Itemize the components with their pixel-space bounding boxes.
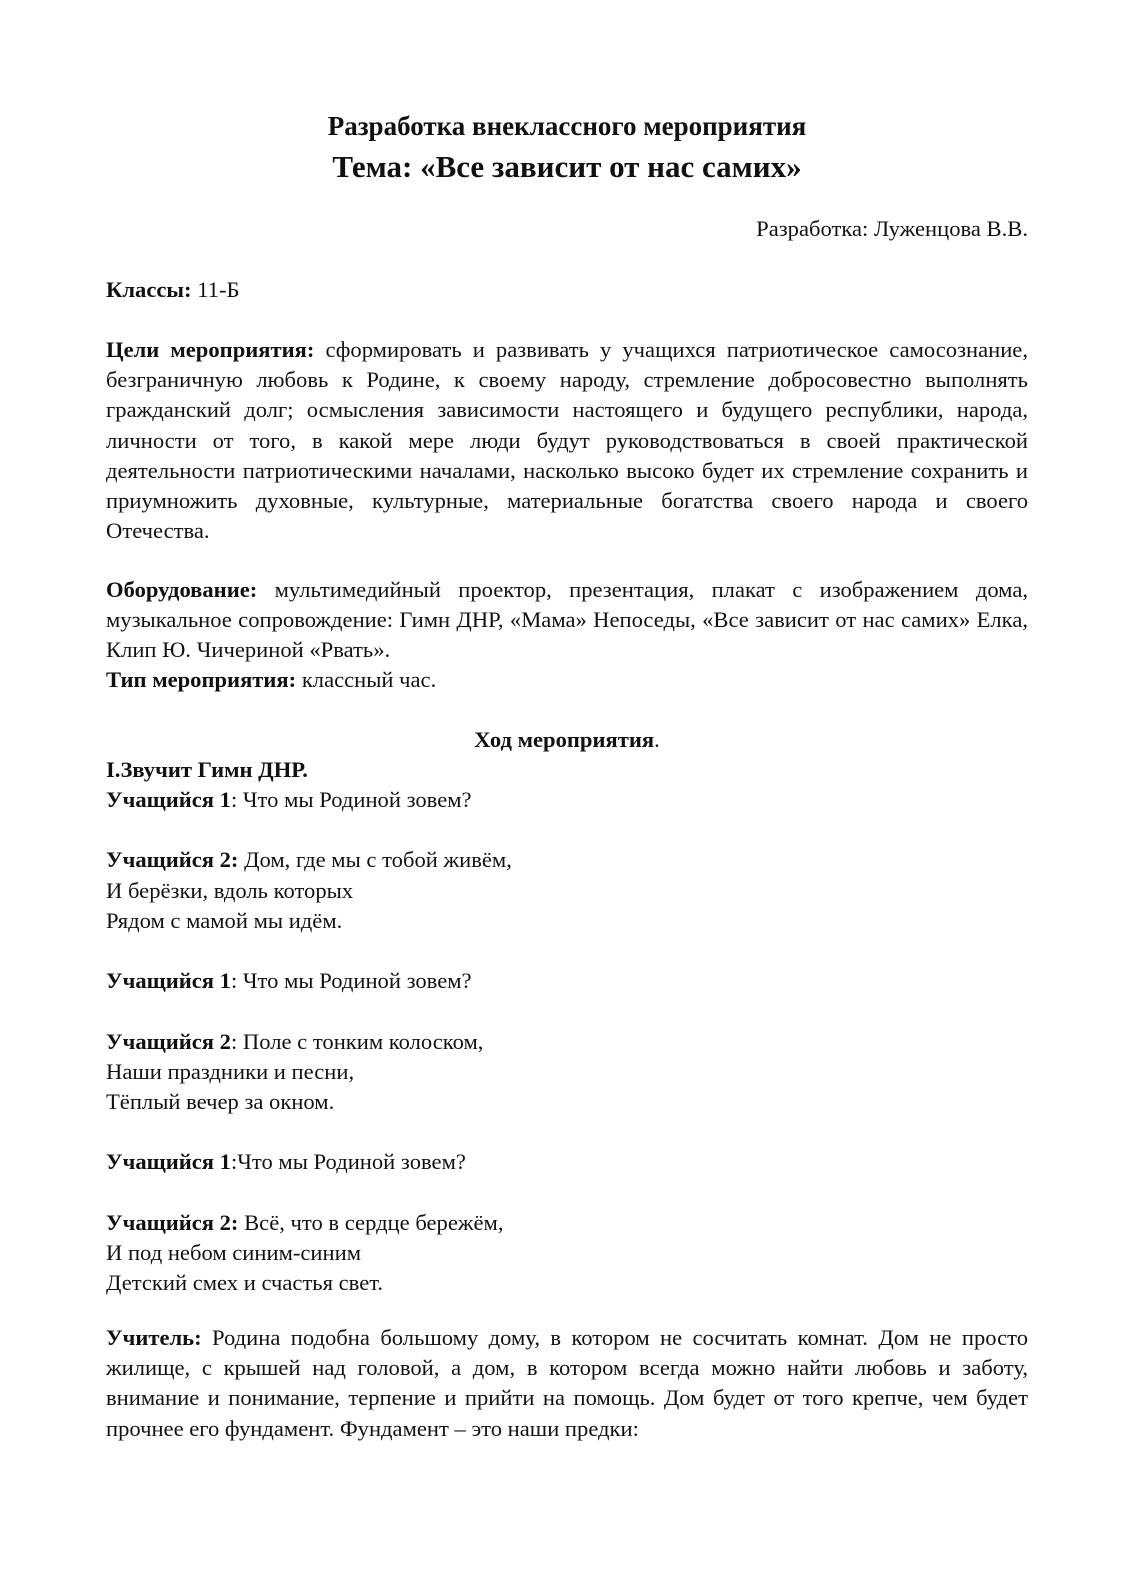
teacher-text: Родина подобна большому дому, в котором не сосчитать комнат. Дом не просто жилище, с крышей над головой, а дом, в котором всегда можно найти любовь и заботу, внимание и понимание, терпение и прийти на помощь. Дом будет от того крепче, чем будет прочнее его фундамент. Фундамент – это наши предки: <box>106 1325 1028 1441</box>
dialogue-line <box>106 966 1028 996</box>
dialogue-text: Поле с тонким колоском, <box>242 1028 484 1054</box>
dialogue-text: Что мы Родиной зовем? <box>242 968 472 994</box>
speaker-label: Учащийся 2: <box>106 847 239 873</box>
dialogue-text: Что мы Родиной зовем? <box>242 787 472 812</box>
dialogue-text: И под небом синим-синим <box>106 1239 361 1265</box>
teacher-paragraph <box>106 1323 1028 1444</box>
dialogue-text: И берёзки, вдоль которых <box>106 877 354 903</box>
event-type-line <box>106 665 1028 695</box>
equipment-paragraph <box>106 575 1028 666</box>
speaker-label: Учащийся 1 <box>106 968 231 994</box>
equipment-label: Оборудование: <box>106 577 258 602</box>
classes-line <box>106 275 1028 305</box>
dialogue-line <box>106 845 1028 875</box>
section-heading-text: I.Звучит Гимн ДНР. <box>106 757 308 782</box>
section-heading <box>106 755 1028 785</box>
speaker-label: Учащийся 2: <box>106 1209 239 1235</box>
speaker-label: Учащийся 1 <box>106 1149 231 1175</box>
dialogue-text: Всё, что в сердце бережём, <box>244 1209 504 1235</box>
speaker-label: Учащийся 1 <box>106 787 231 812</box>
goals-paragraph <box>106 335 1028 546</box>
author-line: Разработка: Луженцова В.В. <box>756 216 1028 241</box>
goals-label: Цели мероприятия: <box>106 337 315 362</box>
dialogue-line <box>106 1057 1028 1087</box>
dialogue-line <box>106 785 1028 815</box>
dialogue-text: Тёплый вечер за окном. <box>106 1088 335 1114</box>
progress-heading-text: Ход мероприятия <box>474 727 655 752</box>
progress-heading <box>106 725 1028 755</box>
progress-heading-dot: . <box>654 727 660 752</box>
goals-text: сформировать и развивать у учащихся патриотическое самосознание, безграничную любовь к Родине, к своему народу, стремление добросовестно выполнять гражданский долг; осмысления зависимости настоящего и будущего республики, народа, личности от того, в какой мере люди будут руководствоваться в своей практической деятельности патриотическими началами, насколько высоко будет их стремление сохранить и приумножить духовные, культурные, материальные богатства своего народа и своего Отечества. <box>106 337 1028 544</box>
dialogue-entry <box>106 1027 1028 1118</box>
event-type-label: Тип мероприятия: <box>106 667 297 692</box>
event-type-text: классный час. <box>296 667 437 692</box>
dialogue-line <box>106 876 1028 906</box>
speaker-separator: : <box>230 787 243 812</box>
dialogue-text: Наши праздники и песни, <box>106 1058 355 1084</box>
dialogue-line <box>106 1027 1028 1057</box>
speaker-separator: : <box>230 968 243 994</box>
dialogue-entry <box>106 1147 1028 1177</box>
dialogue-line <box>106 1238 1028 1268</box>
dialogue-text: Что мы Родиной зовем? <box>237 1149 466 1175</box>
dialogue-entry <box>106 1208 1028 1299</box>
dialogue-text: Рядом с мамой мы идём. <box>106 907 343 933</box>
dialogue-text: Детский смех и счастья свет. <box>106 1270 384 1296</box>
speaker-label: Учащийся 2 <box>106 1028 231 1054</box>
dialogue-line <box>106 1147 1028 1177</box>
equipment-text: мультимедийный проектор, презентация, плакат с изображением дома, музыкальное сопровождение: Гимн ДНР, «Мама» Непоседы, «Все зависит от нас самих» Елка, Клип Ю. Чичериной «Рвать». <box>106 577 1028 663</box>
dialogue-line <box>106 906 1028 936</box>
dialogue-entry <box>106 845 1028 936</box>
speaker-separator: : <box>230 1028 243 1054</box>
document-topic: Тема: «Все зависит от нас самих» <box>332 149 802 184</box>
dialogue-line <box>106 1208 1028 1238</box>
classes-label: Классы: <box>106 277 192 302</box>
dialogue-entry <box>106 785 1028 815</box>
speaker-separator: : <box>230 1149 238 1175</box>
dialogue-entry <box>106 966 1028 996</box>
dialogue-line <box>106 1087 1028 1117</box>
dialogue-text: Дом, где мы с тобой живём, <box>244 847 512 873</box>
dialogue <box>106 785 1028 1329</box>
teacher-label: Учитель: <box>106 1325 202 1350</box>
document-title: Разработка внеклассного мероприятия <box>327 111 807 141</box>
dialogue-line <box>106 1268 1028 1298</box>
classes-value: 11-Б <box>191 277 240 302</box>
